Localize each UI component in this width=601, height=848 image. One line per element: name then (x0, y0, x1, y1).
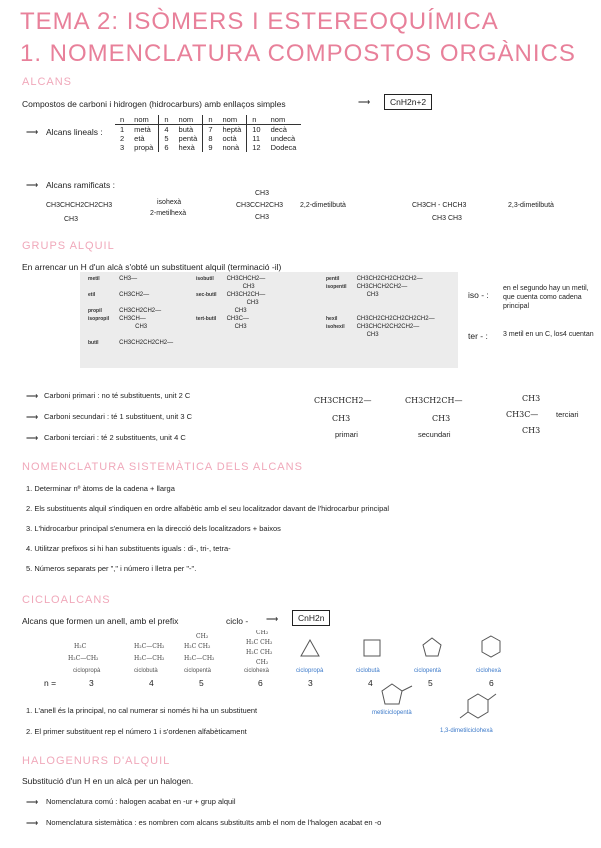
ring-atom: H₂C—CH₂ (68, 655, 99, 662)
cell: pentà (174, 134, 203, 143)
struct-primari: CH3CHCH2— (314, 396, 372, 405)
skeletal-rings (290, 634, 520, 668)
ex1-name1: isohexà (157, 199, 182, 206)
carboni-primari: Carboni primari : no té substituents, unit 2 C (44, 391, 191, 400)
arrow-icon: ⟶ (26, 127, 39, 137)
square-ring-icon (364, 640, 380, 656)
ring-atom: H₂C CH₂ (246, 649, 273, 656)
ex2-formula: CH3CCH2CH3 (236, 202, 284, 209)
triangle-ring-icon (301, 640, 319, 656)
label-primari: primari (335, 430, 358, 439)
cell: 3 (120, 143, 125, 152)
struct-terciari-bottom: CH3 (522, 426, 541, 435)
cell: 6 (164, 143, 169, 152)
grups-definition: En arrencar un H d'un alcà s'obté un substituent alquil (terminació -il) (22, 262, 282, 272)
cell: 9 (208, 143, 213, 152)
halogenurs-definition: Substitució d'un H en un alcà per un halogen. (22, 776, 194, 786)
arrow-icon: ⟶ (26, 180, 39, 190)
dimetilciclohexa-structure (452, 690, 512, 728)
arrow-icon: ⟶ (26, 412, 39, 422)
alquil-table (80, 272, 458, 368)
grp-formula: CH3CH2CH2CH2CH2— (356, 276, 423, 282)
n-value: 6 (258, 678, 263, 688)
struct-terciari: CH3C— (506, 410, 539, 419)
th: nom (217, 115, 246, 125)
pentagon-ring-icon (382, 684, 402, 704)
ex3-formula: CH3CH - CHCH3 (412, 202, 467, 209)
n-value: 4 (149, 678, 154, 688)
ring-atom: H₂C CH₂ (246, 639, 273, 646)
nomenclatura-comu: Nomenclatura comú : halogen acabat en -ur + grup alquil (46, 797, 236, 806)
carboni-secundari: Carboni secundari : té 1 substituent, unit 3 C (44, 412, 193, 421)
section-grups-alquil: GRUPS ALQUIL (22, 240, 115, 252)
ring-atom: CH₂ (256, 659, 269, 666)
ring-atom: H₂C CH₂ (184, 643, 211, 650)
metilciclopenta-structure (370, 680, 430, 710)
cell: butà (174, 125, 203, 135)
label-secundari: secundari (418, 430, 451, 439)
grp-name: isohexil (326, 324, 345, 330)
ring-atom: H₂C—CH₂ (184, 655, 215, 662)
ring-atom: H₂C (74, 643, 87, 650)
step-2: 2. Els substituents alquil s'indiquen en ordre alfabètic amb el seu localitzador davant de l'hidrocarbur principal (26, 504, 390, 513)
cell: 10 (252, 125, 261, 134)
cell: decà (270, 125, 287, 134)
n-value: 4 (368, 678, 373, 688)
grp-formula: CH3C— (226, 316, 249, 322)
hexagon-ring-icon (482, 636, 500, 657)
th: n (203, 115, 218, 125)
struct-primari-sub: CH3 (332, 414, 351, 423)
ter-note: 3 metil en un C, los4 cuentan (503, 331, 594, 338)
struct-secundari: CH3CH2CH— (405, 396, 463, 405)
grp-name: hexil (326, 316, 338, 322)
grp-formula: CH3CHCH2CH2— (356, 284, 408, 290)
grp-name: propil (88, 308, 102, 314)
cell: 5 (164, 134, 169, 143)
alquil-col-b (190, 274, 271, 332)
carboni-terciari: Carboni terciari : té 2 substituents, unit 4 C (44, 433, 186, 442)
th: n (159, 115, 174, 125)
cell: 4 (164, 125, 169, 134)
ring-atom: CH₂ (196, 633, 209, 640)
cell: 12 (252, 143, 261, 152)
n-value: 3 (308, 678, 313, 688)
ring-atom: H₂C—CH₂ (134, 643, 165, 650)
cell: 8 (208, 134, 213, 143)
arrow-icon: ⟶ (26, 391, 39, 401)
page-subtitle: 1. NOMENCLATURA COMPOSTOS ORGÀNICS (20, 40, 576, 67)
ring-name: ciclopropà (296, 668, 324, 674)
th: nom (174, 115, 203, 125)
grp-formula: CH3— (119, 276, 138, 282)
ex1-name2: 2-metilhexà (150, 210, 187, 217)
grp-formula: CH3CH2CH2CH2— (119, 340, 174, 346)
dimetilciclohexa-label: 1,3-dimetilciclohexà (440, 728, 493, 734)
ex2-top: CH3 (255, 190, 270, 197)
grp-formula: CH3 (366, 292, 379, 298)
n-value: 5 (428, 678, 433, 688)
cell: Dodeca (270, 143, 297, 152)
ring-name: ciclopentà (184, 668, 212, 674)
iso-note: en el segundo hay un metil, que cuenta como cadena principal (503, 285, 589, 310)
cell: heptà (217, 125, 246, 135)
grp-name: isopropil (88, 316, 110, 322)
methyl-bond (460, 712, 468, 718)
ring-name: ciclohexà (244, 668, 270, 674)
struct-terciari-top: CH3 (522, 394, 541, 403)
ex1-sub: CH3 (64, 216, 79, 223)
ring-name: ciclobutà (356, 668, 380, 674)
step-3: 3. L'hidrocarbur principal s'enumera en la direcció dels localitzadors + baixos (26, 524, 281, 533)
th: n (247, 115, 266, 125)
struct-secundari-sub: CH3 (432, 414, 451, 423)
ring-formulas (60, 630, 300, 670)
ex3-sub: CH3 CH3 (432, 215, 462, 222)
ring-name: ciclopropà (73, 668, 101, 674)
pentagon-ring-icon (423, 638, 441, 656)
grp-name: butil (88, 340, 99, 346)
cell: 7 (208, 125, 213, 134)
page-title: TEMA 2: ISÒMERS I ESTEREOQUÍMICA (20, 8, 499, 35)
ciclo-rule-1: 1. L'anell és la principal, no cal numerar si només hi ha un substituent (26, 706, 258, 715)
step-5: 5. Números separats per "," i número i lletra per "-". (26, 564, 197, 573)
alcans-lineals-label: Alcans lineals : (46, 127, 103, 137)
hexagon-ring-icon (468, 694, 488, 718)
grp-name: metil (88, 276, 100, 282)
cell: octà (217, 134, 246, 143)
th: nom (266, 115, 302, 125)
step-4: 4. Utilitzar prefixos si hi han substituents iguals : di-, tri-, tetra- (26, 544, 231, 553)
ring-atom: CH₂ (256, 630, 269, 636)
grp-formula: CH3CHCH2— (226, 276, 266, 282)
section-alcans: ALCANS (22, 76, 73, 88)
cell: 1 (120, 125, 125, 134)
ring-name: ciclopentà (414, 668, 442, 674)
grp-formula: CH3CH2CH2— (119, 308, 162, 314)
grp-formula: CH3CH2— (119, 292, 150, 298)
ciclo-prefix: ciclo - (226, 616, 249, 626)
grp-formula: CH3CH2CH— (226, 292, 266, 298)
cell: età (129, 134, 159, 143)
grp-formula: CH3 (234, 324, 247, 330)
n-value: 6 (489, 678, 494, 688)
ter-label: ter - : (468, 331, 488, 341)
grp-name: isopentil (326, 284, 347, 290)
grp-formula: CH3 (366, 332, 379, 338)
grp-name: sec-butil (196, 292, 217, 298)
ex2-bottom: CH3 (255, 214, 270, 221)
ex2-name: 2,2-dimetilbutà (300, 202, 346, 209)
arrow: ⟶ (358, 97, 371, 107)
alquil-col-a (82, 274, 179, 348)
arrow-icon: ⟶ (26, 818, 39, 828)
section-cicloalcans: CICLOALCANS (22, 594, 111, 606)
n-value: 5 (199, 678, 204, 688)
step-1: 1. Determinar nº àtoms de la cadena + llarga (26, 484, 175, 493)
cell: 2 (120, 134, 125, 143)
ring-name: ciclohexà (476, 668, 502, 674)
ring-atom: H₂C—CH₂ (134, 655, 165, 662)
grp-formula: CH3CH2CH2CH2CH2CH2— (356, 316, 435, 322)
n-label: n = (44, 678, 57, 688)
grp-name: pentil (326, 276, 340, 282)
cell: propà (129, 143, 159, 152)
grp-formula: CH3CH— (119, 316, 146, 322)
n-value: 3 (89, 678, 94, 688)
ciclo-rule-2: 2. El primer substituent rep el número 1 i s'ordenen alfabèticament (26, 727, 247, 736)
grp-formula: CH3 (246, 300, 259, 306)
cell: 11 (252, 134, 261, 143)
ciclo-formula: CnH2n (292, 610, 330, 626)
arrow-icon: ⟶ (26, 797, 39, 807)
nomenclatura-sistematica: Nomenclatura sistemàtica : es nombren com alcans substituïts amb el nom de l'halogen acabat en -o (46, 818, 382, 827)
grp-formula: CH3 (242, 284, 255, 290)
alcans-formula: CnH2n+2 (384, 94, 432, 110)
grp-name: tert-butil (196, 316, 217, 322)
cell: metà (129, 125, 159, 135)
th: nom (129, 115, 159, 125)
methyl-bond (402, 686, 412, 691)
methyl-bond (488, 694, 496, 700)
grp-formula: CH3 (135, 324, 148, 330)
section-halogenurs: HALOGENURS D'ALQUIL (22, 755, 171, 767)
alcans-ramificats-label: Alcans ramificats : (46, 180, 115, 190)
section-sistematica: NOMENCLATURA SISTEMÀTICA DELS ALCANS (22, 461, 303, 473)
alcans-definition: Compostos de carboni i hidrogen (hidrocarburs) amb enllaços simples (22, 99, 286, 109)
cell: nonà (217, 143, 246, 152)
cell: undecà (270, 134, 296, 143)
grp-formula: CH3CHCH2CH2CH2— (356, 324, 420, 330)
ciclo-definition: Alcans que formen un anell, amb el prefix (22, 616, 179, 626)
ring-name: ciclobutà (134, 668, 158, 674)
grp-name: etil (88, 292, 96, 298)
grp-formula: CH3 (234, 308, 247, 314)
cell: hexà (174, 143, 203, 152)
alcans-table (115, 115, 301, 152)
iso-label: iso - : (468, 290, 489, 300)
metilciclopenta-label: metilciclopentà (372, 710, 412, 716)
ex3-name: 2,3-dimetilbutà (508, 202, 554, 209)
arrow: ⟶ (266, 614, 279, 624)
th: n (115, 115, 129, 125)
grp-name: isobutil (196, 276, 214, 282)
arrow-icon: ⟶ (26, 433, 39, 443)
label-terciari: terciari (556, 410, 579, 419)
ex1-formula: CH3CHCH2CH2CH3 (46, 202, 113, 209)
alquil-col-c (320, 274, 441, 340)
